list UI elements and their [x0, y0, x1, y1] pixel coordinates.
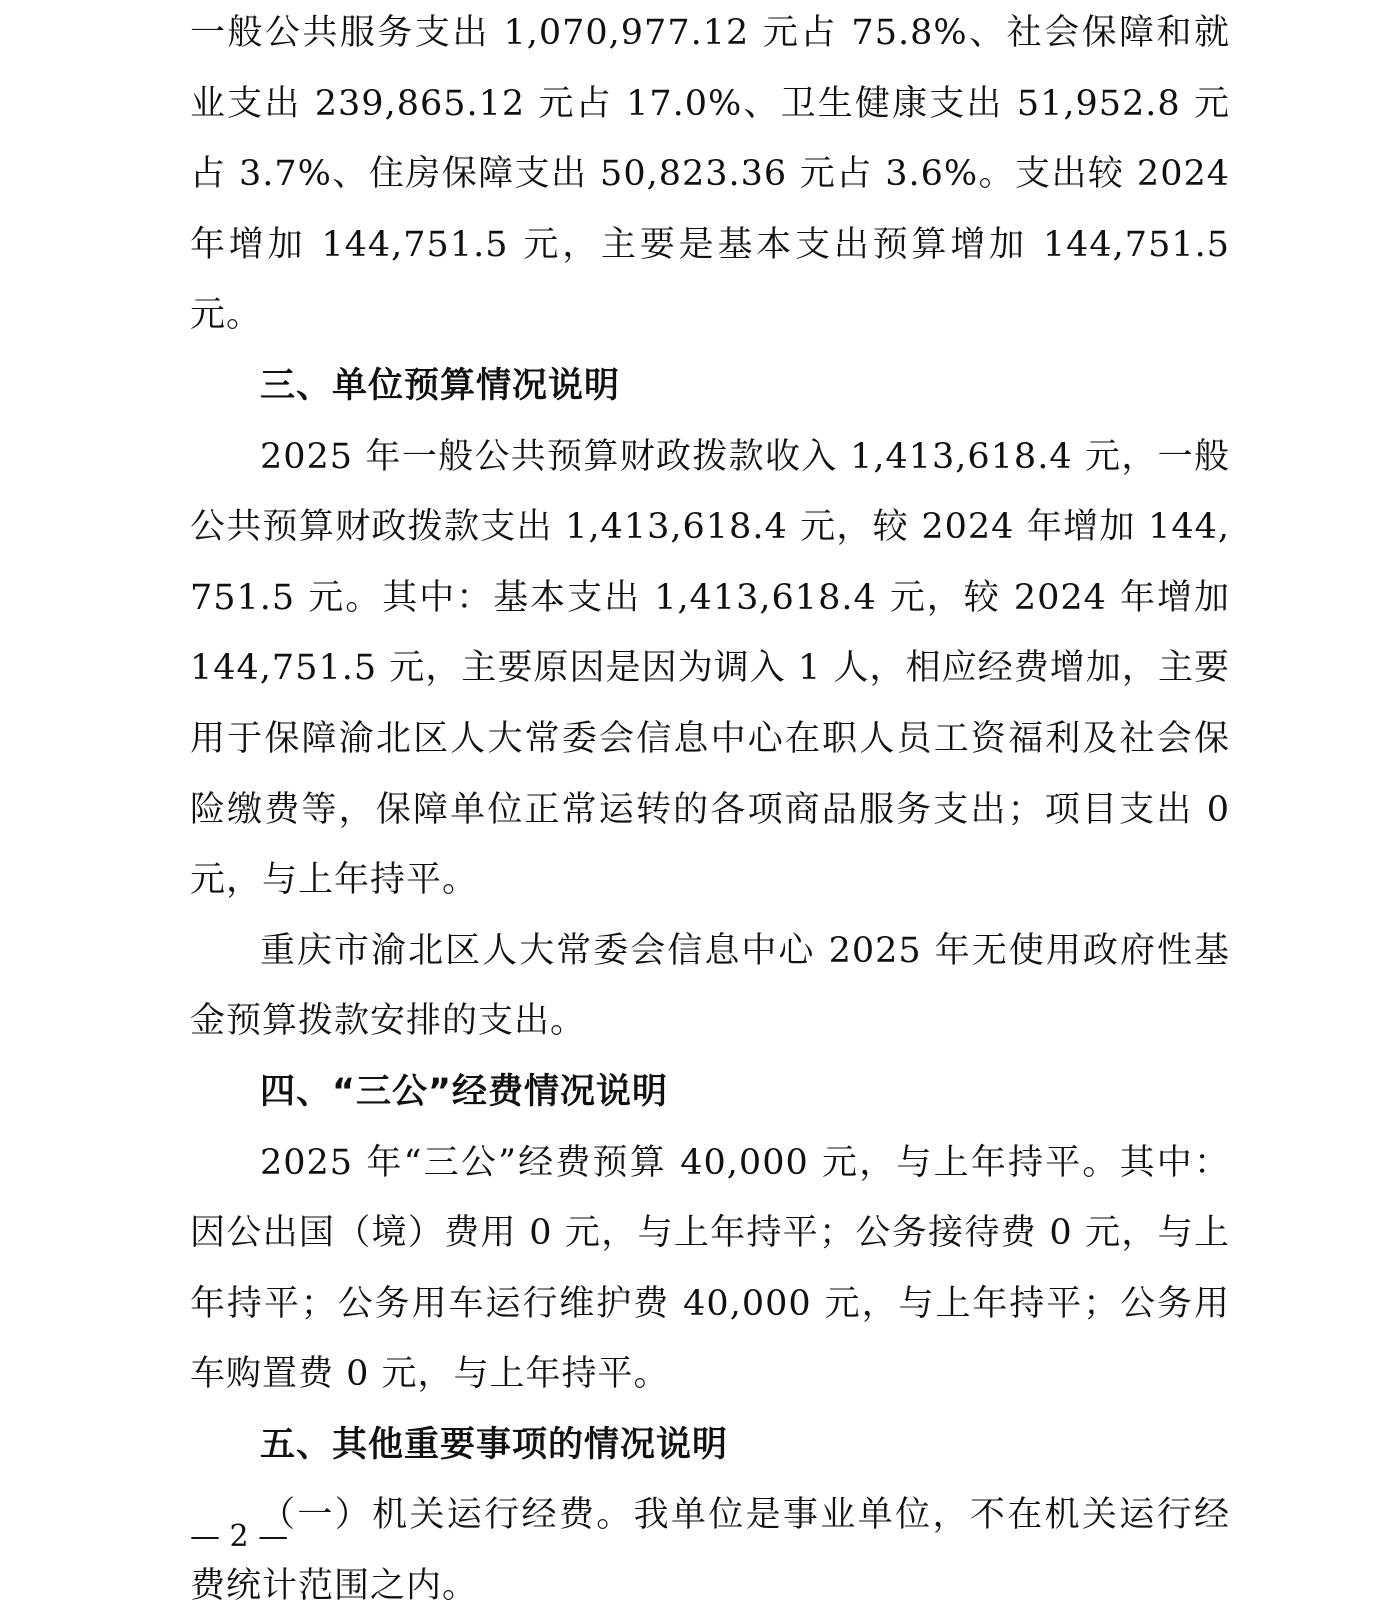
section-heading-unit-budget: 三、单位预算情况说明 [260, 365, 621, 406]
section-heading-three-public: 四、“三公”经费情况说明 [260, 1071, 669, 1112]
document-page [190, 0, 1230, 1622]
section-heading-other-matters: 五、其他重要事项的情况说明 [260, 1424, 729, 1465]
paragraph-three-public-expenses: 2025 年“三公”经费预算 40,000 元，与上年持平。其中：因公出国（境）费用 0 元，与上年持平；公务接待费 0 元，与上年持平；公务用车运行维护费 40,000 元，与上年持平；公务用车购置费 0 元，与上年持平。 [190, 1142, 1230, 1395]
paragraph-government-fund: 重庆市渝北区人大常委会信息中心 2025 年无使用政府性基金预算拨款安排的支出。 [190, 930, 1230, 1042]
page-number: — 2 — [190, 1519, 289, 1554]
paragraph-general-budget: 2025 年一般公共预算财政拨款收入 1,413,618.4 元，一般公共预算财政拨款支出 1,413,618.4 元，较 2024 年增加 144,751.5 元。其中：基本支出 1,413,618.4 元，较 2024 年增加 144,751.5 元，主要原因是因为调入 1 人，相应经费增加，主要用于保障渝北区人大常委会信息中心在职人员工资福利及社会保险缴费等，保障单位正常运转的各项商品服务支出；项目支出 0 元，与上年持平。 [190, 436, 1230, 901]
paragraph-operating-expenses: （一）机关运行经费。我单位是事业单位，不在机关运行经费统计范围之内。 [190, 1495, 1230, 1607]
paragraph-expenditure-breakdown: 一般公共服务支出 1,070,977.12 元占 75.8%、社会保障和就业支出 239,865.12 元占 17.0%、卫生健康支出 51,952.8 元占 3.7%、住房保障支出 50,823.36 元占 3.6%。支出较 2024 年增加 144,751.5 元，主要是基本支出预算增加 144,751.5 元。 [190, 13, 1230, 336]
